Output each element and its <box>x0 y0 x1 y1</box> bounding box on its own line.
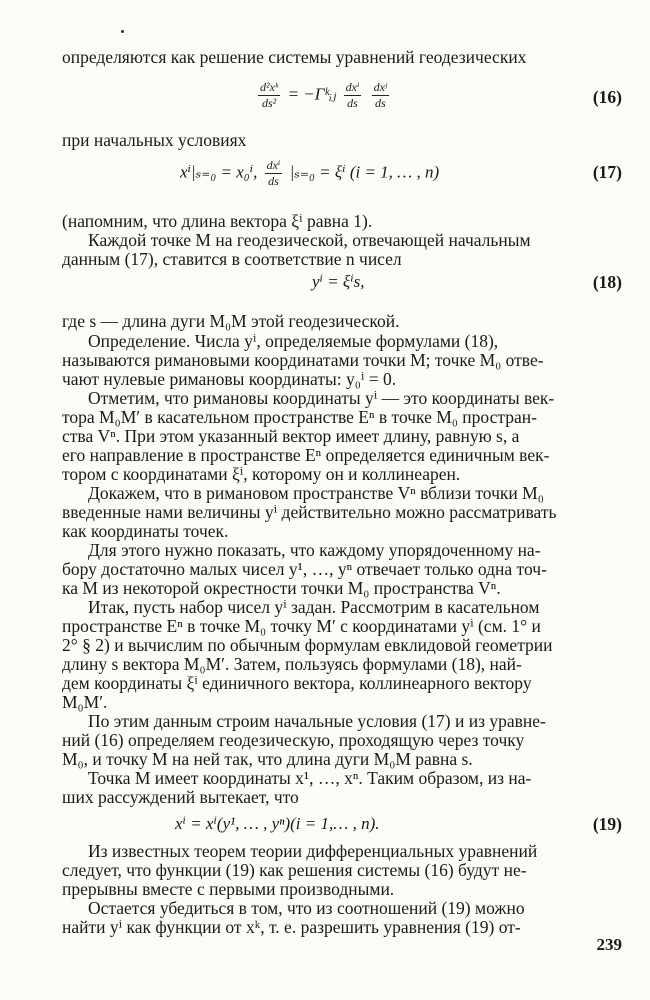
text-line: ших рассуждений вытекает, что <box>62 787 299 807</box>
text-line: M₀M′. <box>62 692 108 712</box>
text-line: Остается убедиться в том, что из соотношений (19) можно <box>88 898 525 918</box>
text-line: Из известных теорем теории дифференциальных уравнений <box>88 841 538 861</box>
text-line: его направление в пространстве Eⁿ определяется единичным век- <box>62 445 550 465</box>
text-line: где s — длина дуги M₀M этой геодезической. <box>62 311 400 331</box>
equation-16: $\frac{\text{d²xᵏ}}{\text{ds²}}$ = −Γᵏᵢⱼ $\frac{\text{dxⁱ}}{ds}$ $\frac{\text{dxʲ}}{ds}$ <box>260 80 387 110</box>
text-line: ства Vⁿ. При этом указанный вектор имеет длину, равную s, а <box>62 426 520 446</box>
equation-19: xⁱ = xⁱ(y¹, … , yⁿ)(i = 1,… , n). <box>175 814 380 833</box>
equation-17: xⁱ|ₛ₌₀ = x₀ⁱ, $\frac{\text{dxⁱ}}{ds}$ |ₛ₌₀ = ξⁱ (i = 1, … , n) <box>180 158 440 188</box>
text-line: данным (17), ставится в соответствие n чисел <box>62 249 402 269</box>
text-line: длину s вектора M₀M′. Затем, пользуясь формулами (18), най- <box>62 654 522 674</box>
equation-label-19: (19) <box>592 814 622 834</box>
text-line: Докажем, что в римановом пространстве Vⁿ вблизи точки M₀ <box>88 483 544 503</box>
text-line: 2° § 2) и вычислим по обычным формулам евклидовой геометрии <box>62 635 553 655</box>
text-line: при начальных условиях <box>62 130 247 150</box>
text-line: M₀, и точку M на ней так, что длина дуги M₀M равна s. <box>62 749 473 769</box>
text-line: ка M из некоторой окрестности точки M₀ пространства Vⁿ. <box>62 578 501 598</box>
text-line: тора M₀M′ в касательном пространстве Eⁿ в точке M₀ простран- <box>62 407 537 427</box>
text-line: По этим данным строим начальные условия (17) и из уравне- <box>88 711 546 731</box>
text-line: определяются как решение системы уравнений геодезических <box>62 47 527 67</box>
print-speck <box>121 30 124 33</box>
text-line: дем координаты ξⁱ единичного вектора, коллинеарного вектору <box>62 673 532 693</box>
equation-18: yⁱ = ξⁱs, <box>312 272 365 291</box>
definition-line: Определение. Числа yⁱ, определяемые формулами (18), <box>88 331 499 351</box>
text-line: тором с координатами ξⁱ, которому он и коллинеарен. <box>62 464 461 484</box>
equation-label-17: (17) <box>592 162 622 182</box>
page-number: 239 <box>596 935 622 954</box>
text-line: Точка M имеет координаты x¹, …, xⁿ. Таким образом, из на- <box>88 768 532 788</box>
text-line: найти yⁱ как функции от xᵏ, т. е. разрешить уравнения (19) от- <box>62 917 521 937</box>
text-line: прерывны вместе с первыми производными. <box>62 879 395 899</box>
text-line: (напомним, что длина вектора ξⁱ равна 1). <box>62 211 373 231</box>
text-line: называются римановыми координатами точки M; точке M₀ отве- <box>62 350 544 370</box>
text-line: Для этого нужно показать, что каждому упорядоченному на- <box>88 540 541 560</box>
text-line: Итак, пусть набор чисел yⁱ задан. Рассмотрим в касательном <box>88 597 540 617</box>
text-line: ний (16) определяем геодезическую, проходящую через точку <box>62 730 525 750</box>
text-line: бору достаточно малых чисел y¹, …, yⁿ отвечает только одна точ- <box>62 559 547 579</box>
equation-label-18: (18) <box>592 272 622 292</box>
text-line: введенные нами величины yⁱ действительно можно рассматривать <box>62 502 557 522</box>
text-line: чают нулевые римановы координаты: y₀ⁱ = 0. <box>62 369 397 389</box>
text-line: как координаты точек. <box>62 521 229 541</box>
equation-label-16: (16) <box>592 87 622 107</box>
text-line: следует, что функции (19) как решения системы (16) будут не- <box>62 860 527 880</box>
text-line: Каждой точке M на геодезической, отвечающей начальным <box>88 230 531 250</box>
text-line: пространстве Eⁿ в точке M₀ точку M′ с координатами yⁱ (см. 1° и <box>62 616 541 636</box>
text-line: Отметим, что римановы координаты yⁱ — это координаты век- <box>88 388 555 408</box>
